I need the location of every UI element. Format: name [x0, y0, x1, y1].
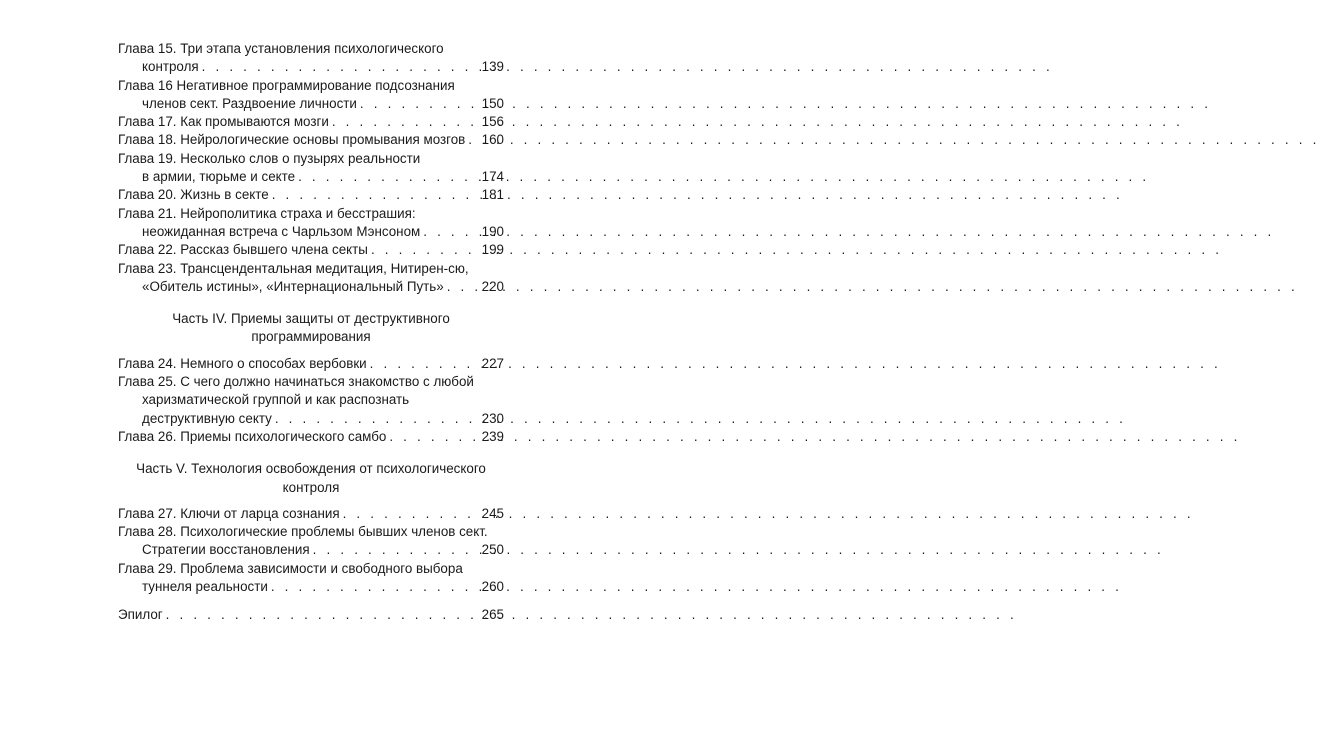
dot-leader: [332, 113, 479, 131]
toc-page-number: 245: [481, 505, 504, 521]
part-heading-5: Часть V. Технология освобождения от психологического контроля: [136, 461, 486, 495]
dot-leader: [447, 278, 479, 296]
dot-leader: [371, 241, 479, 259]
toc-page-number: 181: [481, 187, 504, 203]
toc-entry: [118, 40, 504, 77]
toc-entry: [118, 428, 504, 446]
toc-page-number: 160: [481, 132, 504, 148]
toc-page-number: 190: [481, 223, 504, 239]
toc-group-part3: [118, 40, 504, 296]
dot-leader: [389, 428, 478, 446]
dot-leader: [272, 186, 479, 204]
toc-entry-text: харизматической группой и как распознать: [142, 392, 410, 408]
toc-entry-title-line: [118, 205, 504, 223]
toc-entry-text: Глава 23. Трансцендентальная медитация, Нитирен-сю,: [118, 260, 469, 276]
toc-entry-title-line: [118, 523, 504, 541]
dot-leader: [313, 541, 479, 559]
toc-entry-text: туннеля реальности: [142, 579, 268, 595]
toc-entry-text: Глава 19. Несколько слов о пузырях реальности: [118, 150, 421, 166]
toc-entry-title-line: [118, 40, 504, 58]
toc-entry-text: Глава 15. Три этапа установления психологического: [118, 41, 444, 56]
toc-entry: [118, 241, 504, 259]
toc-entry-text: Глава 17. Как промываются мозги: [118, 114, 329, 130]
toc-page-number: 227: [481, 355, 504, 371]
toc-entry: [118, 560, 504, 597]
toc-page-number: 174: [481, 169, 504, 185]
toc-entry-title-line: [118, 260, 504, 278]
toc-entry: [118, 355, 504, 373]
dot-leader: [423, 223, 478, 241]
toc-entry-title-line: [118, 131, 504, 149]
toc-entry-text: Глава 16 Негативное программирование подсознания: [118, 77, 455, 93]
toc-entry-continuation-line: [118, 391, 504, 409]
toc-entry-title-line: [118, 186, 504, 204]
dot-leader: [360, 95, 479, 113]
toc-entry-continuation-line: [118, 95, 504, 113]
toc-page-number: 150: [481, 95, 504, 111]
toc-entry-text: Глава 20. Жизнь в секте: [118, 187, 269, 203]
toc-entry-text: Стратегии восстановления: [142, 542, 310, 558]
toc-entry-title-line: [118, 150, 504, 168]
toc-entry: [118, 505, 504, 523]
toc-entry-continuation-line: [118, 58, 504, 76]
toc-entry: [118, 205, 504, 242]
toc-entry-text: Глава 29. Проблема зависимости и свободного выбора: [118, 560, 463, 576]
toc-entry-continuation-line: [118, 168, 504, 186]
toc-page-number: 220: [481, 278, 504, 294]
dot-leader: [298, 168, 479, 186]
dot-leader: [202, 58, 479, 76]
toc-group-epilogue: [118, 606, 504, 624]
toc-page-number: 199: [481, 242, 504, 258]
toc-entry: [118, 150, 504, 187]
toc-entry-text: деструктивную секту: [142, 410, 272, 426]
toc-entry: [118, 186, 504, 204]
toc-entry: [118, 113, 504, 131]
toc-entry-title-line: [118, 373, 504, 391]
dot-leader: [275, 410, 479, 428]
dot-leader: [343, 505, 479, 523]
toc-page-number: 139: [481, 59, 504, 75]
toc-page-number: 265: [481, 607, 504, 623]
toc-entry-continuation-line: [118, 578, 504, 596]
dot-leader: [370, 355, 479, 373]
toc-entry-text: контроля: [142, 59, 199, 75]
toc-entry-title-line: [118, 505, 504, 523]
toc-entry-text: членов сект. Раздвоение личности: [142, 95, 357, 111]
toc-entry-text: Глава 18. Нейрологические основы промывания мозгов: [118, 132, 466, 148]
toc-entry-text: Глава 22. Рассказ бывшего члена секты: [118, 242, 368, 258]
toc-entry-title-line: [118, 77, 504, 95]
toc-entry-text: «Обитель истины», «Интернациональный Путь»: [142, 278, 444, 294]
toc-group-part5: [118, 505, 504, 596]
toc-entry-continuation-line: [118, 223, 504, 241]
section-spacer: [118, 596, 504, 606]
toc-entry: [118, 606, 504, 624]
toc-group-part4: [118, 355, 504, 446]
toc-entry-text: Глава 21. Нейрополитика страха и бесстрашия:: [118, 205, 416, 221]
toc-entry: [118, 523, 504, 560]
toc-entry: [118, 131, 504, 149]
toc-entry-text: Глава 24. Немного о способах вербовки: [118, 355, 367, 371]
toc-entry-text: Эпилог: [118, 607, 163, 623]
toc-entry-title-line: [118, 241, 504, 259]
part-heading-4: Часть IV. Приемы защиты от деструктивного программирования: [172, 311, 450, 345]
toc-entry-text: Глава 28. Психологические проблемы бывших членов сект.: [118, 524, 488, 540]
dot-leader: [271, 578, 479, 596]
toc-entry-text: неожиданная встреча с Чарльзом Мэнсоном: [142, 223, 421, 239]
dot-leader: [166, 606, 479, 624]
toc-entry-title-line: [118, 606, 504, 624]
table-of-contents: [118, 40, 504, 625]
toc-entry-title-line: [118, 428, 504, 446]
toc-entry-continuation-line: [118, 278, 504, 296]
toc-entry: [118, 373, 504, 428]
toc-page-number: 250: [481, 542, 504, 558]
toc-entry: [118, 77, 504, 114]
toc-entry-continuation-line: [118, 410, 504, 428]
dot-leader: [468, 131, 478, 149]
toc-entry-text: в армии, тюрьме и секте: [142, 169, 296, 185]
toc-page-number: 230: [481, 410, 504, 426]
toc-page-number: 239: [481, 428, 504, 444]
toc-entry-title-line: [118, 113, 504, 131]
toc-entry-text: Глава 26. Приемы психологического самбо: [118, 428, 387, 444]
toc-entry-title-line: [118, 355, 504, 373]
toc-page-number: 260: [481, 579, 504, 595]
toc-page-number: 156: [481, 114, 504, 130]
toc-entry-continuation-line: [118, 541, 504, 559]
toc-entry-title-line: [118, 560, 504, 578]
toc-entry-text: Глава 27. Ключи от ларца сознания: [118, 505, 340, 521]
toc-entry-text: Глава 25. С чего должно начинаться знакомство с любой: [118, 374, 474, 390]
toc-entry: [118, 260, 504, 297]
